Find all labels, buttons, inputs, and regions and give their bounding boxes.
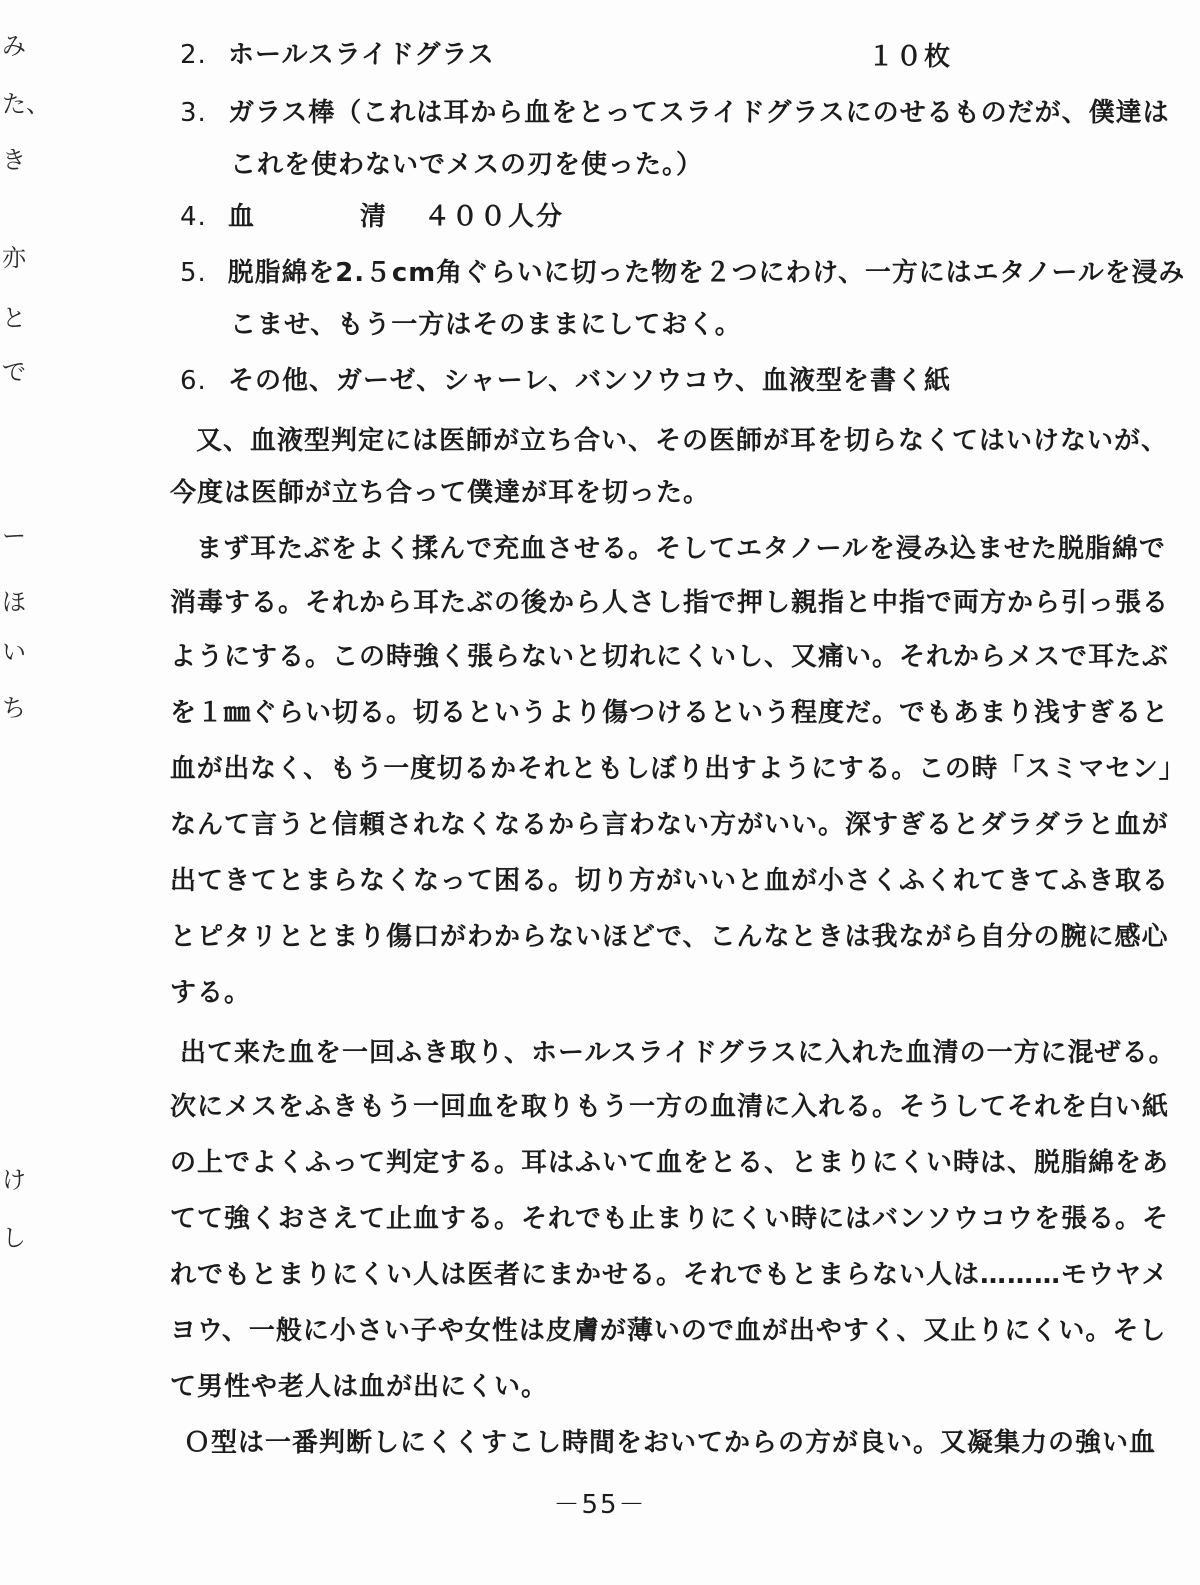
list-text: ホールスライドグラス: [228, 40, 495, 70]
list-item-6: [180, 368, 951, 394]
list-label: 血 清: [228, 202, 427, 232]
margin-char: で: [2, 358, 26, 386]
paragraph-line: Ｏ型は一番判断しにくくすこし時間をおいてからの方が良い。又凝集力の強い血: [184, 1428, 1157, 1458]
paragraph-line: ようにする。この時強く張らないと切れにくいし、又痛い。それからメスで耳たぶ: [170, 642, 1170, 672]
paragraph-line: 消毒する。それから耳たぶの後から人さし指で押し親指と中指で両方から引っ張る: [170, 588, 1170, 618]
list-text: ガラス棒（これは耳から血をとってスライドグラスにのせるものだが、僕達は: [228, 98, 1170, 128]
margin-char: ほ: [2, 588, 26, 616]
margin-char: ー: [2, 522, 26, 550]
paragraph-line: 血が出なく、もう一度切るかそれともしぼり出すようにする。この時「スミマセン」: [170, 754, 1186, 784]
margin-char: け: [2, 1166, 26, 1194]
paragraph-line: 又、血液型判定には医師が立ち合い、その医師が耳を切らなくてはいけないが、: [196, 426, 1169, 456]
page-number: －55－: [553, 1490, 647, 1520]
paragraph-line: とピタリととまり傷口がわからないほどで、こんなときは我ながら自分の腕に感心: [170, 922, 1169, 952]
margin-char: と: [2, 304, 26, 332]
list-item-2-count: １０枚: [868, 42, 953, 72]
paragraph-line: 出てきてとまらなくなって困る。切り方がいいと血が小さくふくれてきてふき取る: [170, 866, 1170, 896]
list-number: 6.: [180, 366, 207, 396]
margin-char: み: [2, 32, 26, 60]
paragraph-line: 次にメスをふきもう一回血を取りもう一方の血清に入れる。そうしてそれを白い紙: [170, 1092, 1170, 1122]
margin-char: 亦: [2, 244, 26, 272]
list-item-4-count: ４００人分: [424, 202, 565, 232]
paragraph-line: て男性や老人は血が出にくい。: [170, 1372, 549, 1402]
paragraph-line: を１㎜ぐらい切る。切るというより傷つけるという程度だ。でもあまり浅すぎると: [170, 698, 1170, 728]
margin-char: し: [2, 1224, 26, 1252]
list-text: その他、ガーゼ、シャーレ、バンソウコウ、血液型を書く紙: [228, 366, 952, 396]
paragraph-line: ヨウ、一般に小さい子や女性は皮膚が薄いので血が出やすく、又止りにくい。そし: [170, 1316, 1167, 1346]
list-number: 3.: [180, 98, 207, 128]
left-margin-fragments: [0, 0, 50, 1585]
paragraph-line: の上でよくふって判定する。耳はふいて血をとる、とまりにくい時は、脱脂綿をあ: [170, 1148, 1170, 1178]
margin-char: き: [2, 146, 26, 174]
list-text: 脱脂綿を2.５cm角ぐらいに切った物を２つにわけ、一方にはエタノールを浸み: [227, 258, 1186, 288]
list-number: 4.: [180, 202, 207, 232]
list-item-4: [180, 202, 427, 232]
list-item-3: [180, 100, 1170, 126]
list-item-5-continuation: こませ、もう一方はそのままにしておく。: [230, 310, 742, 340]
paragraph-line: てて強くおさえて止血する。それでも止まりにくい時にはバンソウコウを張る。そ: [170, 1204, 1170, 1234]
list-item-2: [180, 42, 495, 68]
paragraph-line: する。: [170, 978, 252, 1008]
margin-char: ち: [2, 694, 26, 722]
paragraph-line: れでもとまりにくい人は医者にまかせる。それでもとまらない人は………モウヤメ: [170, 1260, 1169, 1290]
margin-char: た、: [2, 90, 50, 118]
paragraph-line: まず耳たぶをよく揉んで充血させる。そしてエタノールを浸み込ませた脱脂綿で: [196, 534, 1166, 564]
list-item-3-continuation: これを使わないでメスの刃を使った。）: [230, 150, 704, 180]
paragraph-line: 今度は医師が立ち合って僕達が耳を切った。: [170, 478, 711, 508]
margin-char: い: [2, 638, 26, 666]
paragraph-line: 出て来た血を一回ふき取り、ホールスライドグラスに入れた血清の一方に混ぜる。: [180, 1038, 1176, 1068]
paragraph-line: なんて言うと信頼されなくなるから言わない方がいい。深すぎるとダラダラと血が: [170, 810, 1169, 840]
list-number: 2.: [180, 40, 207, 70]
list-item-5: [180, 260, 1185, 286]
list-number: 5.: [180, 258, 207, 288]
